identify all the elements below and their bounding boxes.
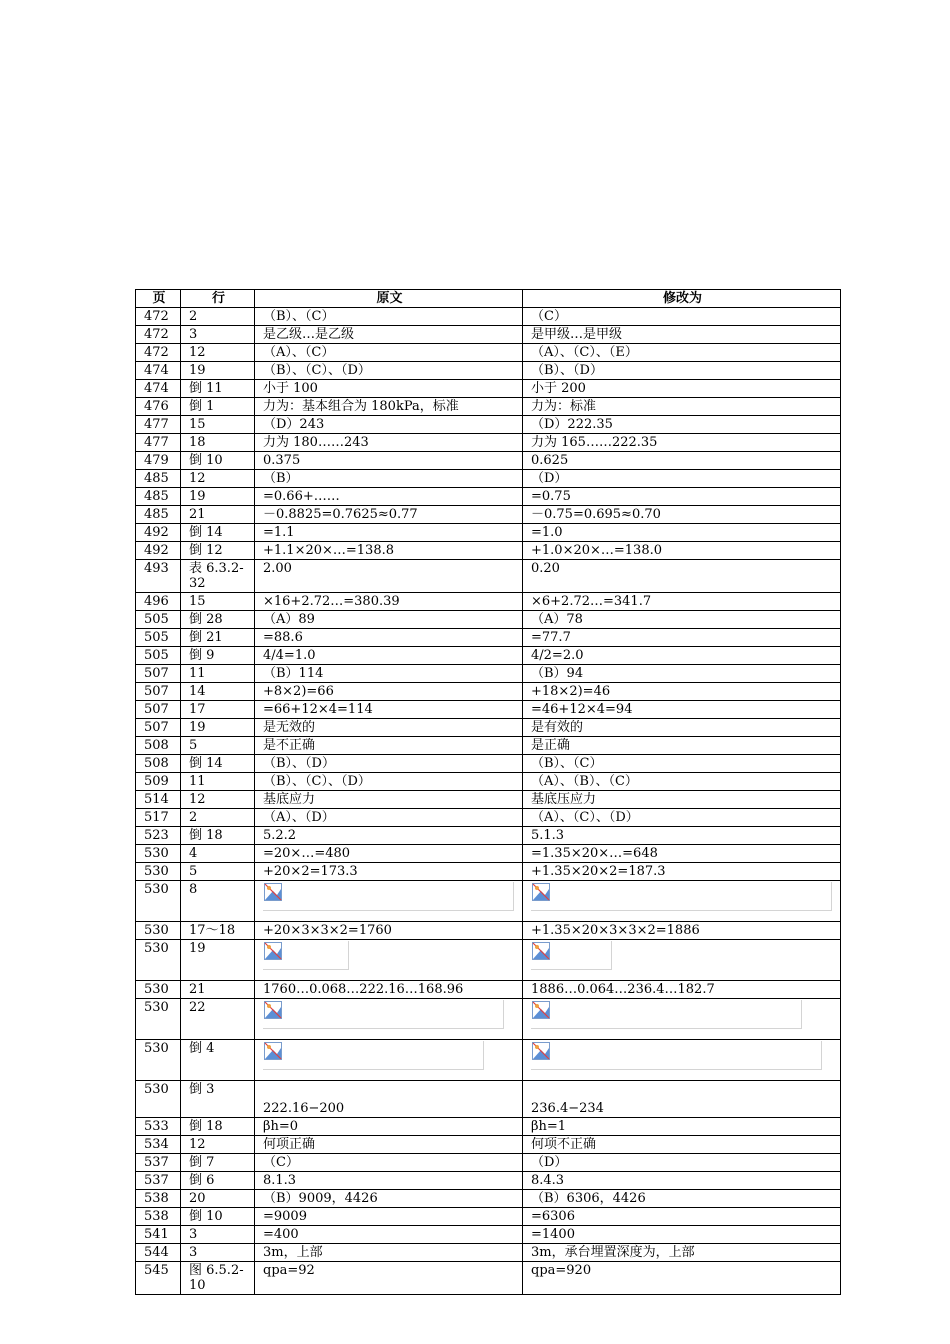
- cell-line: 倒 14: [181, 524, 255, 542]
- cell-line: 倒 4: [181, 1040, 255, 1081]
- cell-page: 507: [136, 701, 181, 719]
- cell-page: 541: [136, 1226, 181, 1244]
- cell-original: +1.1×20×…=138.8: [255, 542, 523, 560]
- cell-original: +8×2)=66: [255, 683, 523, 701]
- table-row: [136, 1208, 841, 1226]
- cell-original: （B）9009，4426: [255, 1190, 523, 1208]
- cell-page: 492: [136, 542, 181, 560]
- table-row: [136, 560, 841, 593]
- cell-original: 基底应力: [255, 791, 523, 809]
- cell-line: 18: [181, 434, 255, 452]
- cell-revised: 5.1.3: [523, 827, 841, 845]
- cell-line: 5: [181, 863, 255, 881]
- cell-line: 倒 14: [181, 755, 255, 773]
- cell-revised: 1886…0.064…236.4…182.7: [523, 981, 841, 999]
- cell-revised: 是有效的: [523, 719, 841, 737]
- cell-page: 477: [136, 434, 181, 452]
- header-revised: 修改为: [523, 290, 841, 308]
- cell-revised: （B）、（D）: [523, 362, 841, 380]
- table-row: [136, 1136, 841, 1154]
- cell-revised: +1.35×20×3×3×2=1886: [523, 922, 841, 940]
- cell-original: 5.2.2: [255, 827, 523, 845]
- cell-page: 485: [136, 506, 181, 524]
- cell-revised: 8.4.3: [523, 1172, 841, 1190]
- cell-page: 533: [136, 1118, 181, 1136]
- cell-original: （B）114: [255, 665, 523, 683]
- cell-page: 477: [136, 416, 181, 434]
- broken-image-icon: [264, 1001, 282, 1019]
- cell-line: 倒 10: [181, 1208, 255, 1226]
- cell-line: 11: [181, 665, 255, 683]
- cell-revised: （A）、（C）、（E）: [523, 344, 841, 362]
- cell-original: 力为 180……243: [255, 434, 523, 452]
- cell-original: [255, 999, 523, 1040]
- cell-original: （A）、（D）: [255, 809, 523, 827]
- cell-page: 509: [136, 773, 181, 791]
- cell-revised: （A）78: [523, 611, 841, 629]
- cell-page: 485: [136, 488, 181, 506]
- table-row: [136, 827, 841, 845]
- cell-line: 21: [181, 981, 255, 999]
- cell-line: 14: [181, 683, 255, 701]
- cell-revised: [523, 999, 841, 1040]
- table-row: [136, 1226, 841, 1244]
- table-row: [136, 791, 841, 809]
- cell-line: 倒 7: [181, 1154, 255, 1172]
- cell-revised: qpa=920: [523, 1262, 841, 1295]
- formula-image: [531, 941, 834, 973]
- cell-page: 472: [136, 344, 181, 362]
- cell-original: （A）、（C）: [255, 344, 523, 362]
- cell-page: 530: [136, 845, 181, 863]
- cell-page: 514: [136, 791, 181, 809]
- formula-image: [263, 1000, 516, 1032]
- cell-page: 507: [136, 719, 181, 737]
- table-row: [136, 863, 841, 881]
- table-row: [136, 434, 841, 452]
- cell-original: 是乙级…是乙级: [255, 326, 523, 344]
- table-row: [136, 1190, 841, 1208]
- cell-original: （B）: [255, 470, 523, 488]
- cell-original: 小于 100: [255, 380, 523, 398]
- formula-image: [263, 882, 516, 914]
- broken-image-icon: [532, 1042, 550, 1060]
- cell-revised: =77.7: [523, 629, 841, 647]
- cell-revised: （D）222.35: [523, 416, 841, 434]
- formula-image: [531, 1041, 834, 1073]
- cell-original: （D）243: [255, 416, 523, 434]
- cell-line: 4: [181, 845, 255, 863]
- cell-page: 530: [136, 1081, 181, 1118]
- cell-page: 493: [136, 560, 181, 593]
- table-row: [136, 1154, 841, 1172]
- broken-image-icon: [532, 1001, 550, 1019]
- cell-revised: 236.4−234: [523, 1081, 841, 1118]
- cell-line: 19: [181, 488, 255, 506]
- cell-original: =0.66+……: [255, 488, 523, 506]
- cell-line: 3: [181, 1226, 255, 1244]
- cell-original: 8.1.3: [255, 1172, 523, 1190]
- cell-line: 19: [181, 940, 255, 981]
- cell-revised: 3m，承台埋置深度为，上部: [523, 1244, 841, 1262]
- cell-page: 508: [136, 755, 181, 773]
- cell-page: 472: [136, 308, 181, 326]
- cell-original: （B）、（C）: [255, 308, 523, 326]
- cell-line: 17～18: [181, 922, 255, 940]
- cell-line: 表 6.3.2-32: [181, 560, 255, 593]
- cell-page: 507: [136, 665, 181, 683]
- cell-revised: 力为 165……222.35: [523, 434, 841, 452]
- cell-revised: =1.0: [523, 524, 841, 542]
- table-row: [136, 809, 841, 827]
- cell-line: 12: [181, 791, 255, 809]
- cell-line: 3: [181, 1244, 255, 1262]
- cell-page: 505: [136, 629, 181, 647]
- cell-revised: （B）、（C）: [523, 755, 841, 773]
- cell-revised: （B）6306，4426: [523, 1190, 841, 1208]
- table-row: [136, 380, 841, 398]
- broken-image-icon: [532, 942, 550, 960]
- cell-original: （B）、（D）: [255, 755, 523, 773]
- cell-revised: 4/2=2.0: [523, 647, 841, 665]
- table-row: [136, 593, 841, 611]
- table-row: [136, 398, 841, 416]
- broken-image-icon: [532, 883, 550, 901]
- cell-original: 何项正确: [255, 1136, 523, 1154]
- table-row: [136, 452, 841, 470]
- broken-image-icon: [264, 942, 282, 960]
- cell-revised: －0.75=0.695≈0.70: [523, 506, 841, 524]
- table-row: [136, 629, 841, 647]
- cell-original: －0.8825=0.7625≈0.77: [255, 506, 523, 524]
- cell-page: 517: [136, 809, 181, 827]
- table-row: [136, 362, 841, 380]
- table-row: [136, 719, 841, 737]
- cell-original: （B）、（C）、（D）: [255, 362, 523, 380]
- header-line: 行: [181, 290, 255, 308]
- table-row: [136, 683, 841, 701]
- cell-original: βh=0: [255, 1118, 523, 1136]
- cell-original: =66+12×4=114: [255, 701, 523, 719]
- cell-page: 530: [136, 940, 181, 981]
- header-original: 原文: [255, 290, 523, 308]
- cell-page: 530: [136, 881, 181, 922]
- table-row: [136, 922, 841, 940]
- cell-page: 534: [136, 1136, 181, 1154]
- cell-revised: （C）: [523, 308, 841, 326]
- cell-line: 图 6.5.2-10: [181, 1262, 255, 1295]
- cell-revised: 基底压应力: [523, 791, 841, 809]
- cell-original: 力为：基本组合为 180kPa，标准: [255, 398, 523, 416]
- table-row: [136, 737, 841, 755]
- cell-line: 倒 12: [181, 542, 255, 560]
- cell-line: 倒 21: [181, 629, 255, 647]
- cell-line: 2: [181, 308, 255, 326]
- cell-line: 2: [181, 809, 255, 827]
- cell-page: 538: [136, 1190, 181, 1208]
- broken-image-icon: [264, 1042, 282, 1060]
- table-row: [136, 881, 841, 922]
- cell-page: 474: [136, 380, 181, 398]
- cell-revised: 小于 200: [523, 380, 841, 398]
- table-row: [136, 755, 841, 773]
- table-row: [136, 524, 841, 542]
- cell-line: 17: [181, 701, 255, 719]
- cell-revised: =1400: [523, 1226, 841, 1244]
- table-row: [136, 506, 841, 524]
- cell-original: 1760…0.068…222.16…168.96: [255, 981, 523, 999]
- table-row: [136, 981, 841, 999]
- cell-page: 530: [136, 1040, 181, 1081]
- cell-line: 5: [181, 737, 255, 755]
- cell-original: 3m，上部: [255, 1244, 523, 1262]
- formula-image: [263, 1041, 516, 1073]
- cell-revised: （D）: [523, 1154, 841, 1172]
- cell-line: 12: [181, 344, 255, 362]
- cell-revised: [523, 881, 841, 922]
- cell-line: 20: [181, 1190, 255, 1208]
- cell-revised: +18×2)=46: [523, 683, 841, 701]
- cell-line: 倒 6: [181, 1172, 255, 1190]
- cell-original: （C）: [255, 1154, 523, 1172]
- table-row: [136, 647, 841, 665]
- cell-original: +20×2=173.3: [255, 863, 523, 881]
- cell-original: =20×…=480: [255, 845, 523, 863]
- cell-revised: +1.35×20×2=187.3: [523, 863, 841, 881]
- cell-original: qpa=92: [255, 1262, 523, 1295]
- cell-page: 507: [136, 683, 181, 701]
- cell-revised: [523, 940, 841, 981]
- header-row: [136, 290, 841, 308]
- cell-revised: =0.75: [523, 488, 841, 506]
- cell-line: 倒 18: [181, 827, 255, 845]
- cell-revised: （B）94: [523, 665, 841, 683]
- cell-line: 倒 3: [181, 1081, 255, 1118]
- cell-original: 2.00: [255, 560, 523, 593]
- table-row: [136, 999, 841, 1040]
- cell-line: 21: [181, 506, 255, 524]
- cell-original: 222.16−200: [255, 1081, 523, 1118]
- table-row: [136, 488, 841, 506]
- cell-revised: 是正确: [523, 737, 841, 755]
- cell-line: 15: [181, 593, 255, 611]
- cell-revised: +1.0×20×…=138.0: [523, 542, 841, 560]
- cell-page: 530: [136, 981, 181, 999]
- table-row: [136, 1172, 841, 1190]
- cell-original: =88.6: [255, 629, 523, 647]
- cell-page: 492: [136, 524, 181, 542]
- table-row: [136, 1118, 841, 1136]
- cell-original: 是无效的: [255, 719, 523, 737]
- cell-page: 485: [136, 470, 181, 488]
- cell-line: 12: [181, 1136, 255, 1154]
- cell-line: 12: [181, 470, 255, 488]
- table-row: [136, 611, 841, 629]
- cell-revised: 何项不正确: [523, 1136, 841, 1154]
- cell-revised: ×6+2.72…=341.7: [523, 593, 841, 611]
- cell-revised: 力为：标准: [523, 398, 841, 416]
- cell-revised: 是甲级…是甲级: [523, 326, 841, 344]
- cell-line: 倒 9: [181, 647, 255, 665]
- cell-original: =1.1: [255, 524, 523, 542]
- cell-page: 537: [136, 1172, 181, 1190]
- table-row: [136, 940, 841, 981]
- cell-line: 11: [181, 773, 255, 791]
- cell-revised: =6306: [523, 1208, 841, 1226]
- broken-image-icon: [264, 883, 282, 901]
- table-row: [136, 1262, 841, 1295]
- cell-page: 545: [136, 1262, 181, 1295]
- formula-image: [263, 941, 516, 973]
- cell-revised: =1.35×20×…=648: [523, 845, 841, 863]
- formula-image: [531, 1000, 834, 1032]
- cell-revised: 0.625: [523, 452, 841, 470]
- cell-original: +20×3×3×2=1760: [255, 922, 523, 940]
- table-row: [136, 326, 841, 344]
- table-row: [136, 845, 841, 863]
- table-row: [136, 308, 841, 326]
- table-row: [136, 542, 841, 560]
- cell-line: 19: [181, 362, 255, 380]
- cell-revised: （D）: [523, 470, 841, 488]
- cell-line: 倒 11: [181, 380, 255, 398]
- cell-page: 538: [136, 1208, 181, 1226]
- cell-page: 523: [136, 827, 181, 845]
- cell-page: 472: [136, 326, 181, 344]
- cell-original: 是不正确: [255, 737, 523, 755]
- cell-original: [255, 881, 523, 922]
- cell-revised: （A）、（B）、（C）: [523, 773, 841, 791]
- table-row: [136, 1040, 841, 1081]
- table-row: [136, 1244, 841, 1262]
- cell-page: 496: [136, 593, 181, 611]
- table-body: [136, 308, 841, 1295]
- cell-page: 544: [136, 1244, 181, 1262]
- formula-image: [531, 882, 834, 914]
- cell-page: 508: [136, 737, 181, 755]
- cell-original: 4/4=1.0: [255, 647, 523, 665]
- cell-page: 530: [136, 999, 181, 1040]
- table-row: [136, 416, 841, 434]
- table-row: [136, 344, 841, 362]
- cell-original: （A）89: [255, 611, 523, 629]
- cell-line: 15: [181, 416, 255, 434]
- table-row: [136, 773, 841, 791]
- table-row: [136, 665, 841, 683]
- cell-revised: βh=1: [523, 1118, 841, 1136]
- cell-revised: [523, 1040, 841, 1081]
- cell-line: 倒 10: [181, 452, 255, 470]
- cell-page: 505: [136, 647, 181, 665]
- cell-revised: 0.20: [523, 560, 841, 593]
- cell-line: 倒 1: [181, 398, 255, 416]
- cell-revised: =46+12×4=94: [523, 701, 841, 719]
- cell-line: 22: [181, 999, 255, 1040]
- cell-line: 19: [181, 719, 255, 737]
- cell-page: 530: [136, 863, 181, 881]
- cell-line: 倒 18: [181, 1118, 255, 1136]
- cell-page: 537: [136, 1154, 181, 1172]
- cell-page: 479: [136, 452, 181, 470]
- cell-line: 8: [181, 881, 255, 922]
- table-row: [136, 701, 841, 719]
- cell-original: [255, 1040, 523, 1081]
- cell-page: 530: [136, 922, 181, 940]
- cell-line: 3: [181, 326, 255, 344]
- table-row: [136, 470, 841, 488]
- cell-revised: （A）、（C）、（D）: [523, 809, 841, 827]
- errata-table: [135, 289, 841, 1295]
- cell-page: 505: [136, 611, 181, 629]
- cell-line: 倒 28: [181, 611, 255, 629]
- table-row: [136, 1081, 841, 1118]
- header-page: 页: [136, 290, 181, 308]
- cell-original: =400: [255, 1226, 523, 1244]
- cell-original: =9009: [255, 1208, 523, 1226]
- cell-original: （B）、（C）、（D）: [255, 773, 523, 791]
- cell-original: ×16+2.72…=380.39: [255, 593, 523, 611]
- cell-original: [255, 940, 523, 981]
- cell-page: 476: [136, 398, 181, 416]
- cell-original: 0.375: [255, 452, 523, 470]
- cell-page: 474: [136, 362, 181, 380]
